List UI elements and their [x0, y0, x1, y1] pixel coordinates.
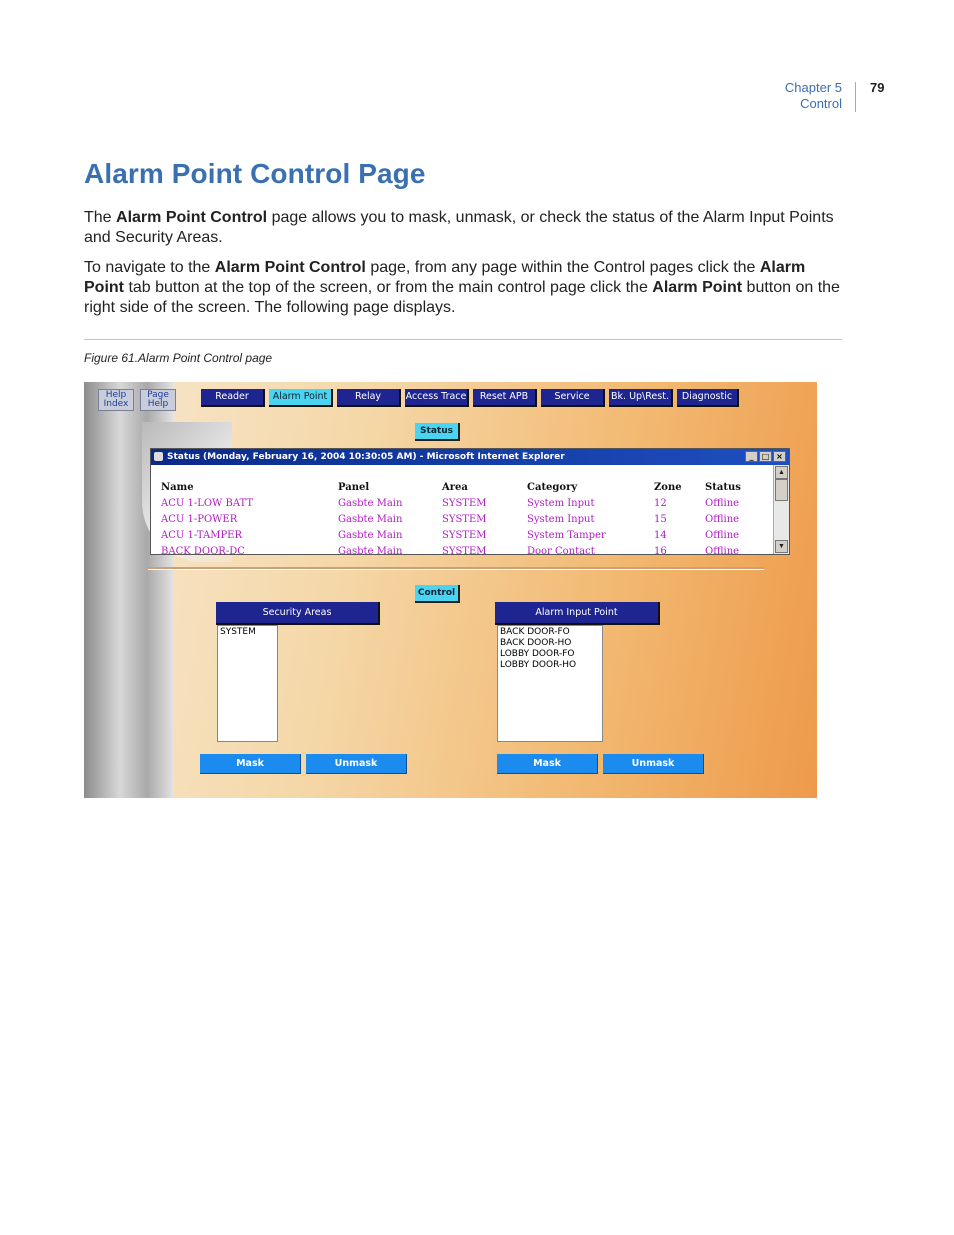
column-header: Area — [442, 481, 468, 493]
page-help-line1: Page — [147, 390, 169, 400]
column-header: Panel — [338, 481, 370, 493]
list-item[interactable]: BACK DOOR-FO — [500, 627, 570, 637]
status-table-header — [161, 479, 755, 495]
scroll-thumb[interactable] — [775, 479, 788, 501]
tab-reader[interactable]: Reader — [201, 389, 265, 407]
table-cell: Gasbte Main — [338, 497, 403, 509]
table-row — [161, 511, 755, 527]
table-cell: Offline — [705, 497, 740, 509]
alarm-mask-button[interactable]: Mask — [497, 754, 598, 774]
intro-paragraph — [84, 208, 844, 248]
table-cell: System Tamper — [527, 529, 606, 541]
tab-reset-apb[interactable]: Reset APB — [473, 389, 537, 407]
table-cell: 15 — [654, 513, 667, 525]
table-cell: Door Contact — [527, 545, 595, 557]
table-cell: Offline — [705, 513, 740, 525]
control-label: Control — [415, 585, 460, 603]
close-icon[interactable]: × — [773, 451, 786, 462]
page-number: 79 — [870, 80, 885, 95]
tab-diagnostic[interactable]: Diagnostic — [677, 389, 739, 407]
scroll-down-icon[interactable]: ▼ — [775, 540, 788, 553]
scroll-up-icon[interactable]: ▲ — [775, 466, 788, 479]
status-window — [150, 448, 790, 555]
page-title: Alarm Point Control Page — [84, 158, 426, 189]
tab-relay[interactable]: Relay — [337, 389, 401, 407]
security-areas-header: Security Areas — [216, 602, 380, 625]
column-header: Name — [161, 481, 194, 493]
navigation-paragraph — [84, 258, 844, 318]
column-header: Status — [705, 481, 741, 493]
table-cell: 12 — [654, 497, 667, 509]
table-cell: SYSTEM — [442, 513, 487, 525]
minimize-icon[interactable]: _ — [745, 451, 758, 462]
text-run: page allows you to mask, unmask, or check the status of the Alarm Input Points and Security Areas. — [84, 209, 834, 246]
status-window-title: Status (Monday, February 16, 2004 10:30:05 AM) - Microsoft Internet Explorer — [167, 452, 565, 462]
text-run: page, from any page within the Control pages click the — [365, 259, 760, 276]
alarm-input-point-header: Alarm Input Point — [495, 602, 660, 625]
text-run: tab button at the top of the screen, or from the main control page click the — [124, 279, 653, 296]
bold-run: Alarm Point Control — [116, 209, 268, 226]
help-index-line2: Index — [103, 399, 129, 409]
help-index-line1: Help — [105, 390, 127, 400]
table-cell: System Input — [527, 513, 595, 525]
running-header — [760, 80, 842, 112]
alarm-input-point-list[interactable] — [497, 625, 603, 742]
tab-service[interactable]: Service — [541, 389, 605, 407]
figure-caption: Figure 61.Alarm Point Control page — [84, 351, 273, 365]
security-areas-list[interactable] — [217, 625, 278, 742]
table-cell: ACU 1-TAMPER — [161, 529, 243, 541]
table-cell: Gasbte Main — [338, 513, 403, 525]
list-item[interactable]: BACK DOOR-HO — [500, 638, 572, 648]
column-header: Zone — [654, 481, 682, 493]
table-cell: System Input — [527, 497, 595, 509]
table-cell: ACU 1-POWER — [161, 513, 238, 525]
help-index-button[interactable] — [98, 389, 134, 411]
tab-backup-restore[interactable]: Bk. Up\Rest. — [609, 389, 673, 407]
table-cell: 16 — [654, 545, 667, 557]
table-cell: SYSTEM — [442, 497, 487, 509]
text-run: button on the right side of the screen. The following page displays. — [84, 279, 840, 316]
chapter-label: Chapter 5 — [784, 80, 842, 95]
table-cell: BACK DOOR-DC — [161, 545, 245, 557]
list-item[interactable]: LOBBY DOOR-FO — [500, 649, 575, 659]
page-help-button[interactable] — [140, 389, 176, 411]
table-row — [161, 527, 755, 543]
text-run: To navigate to the — [84, 259, 215, 276]
table-row — [161, 543, 755, 559]
table-cell: SYSTEM — [442, 545, 487, 557]
table-cell: SYSTEM — [442, 529, 487, 541]
tab-access-trace[interactable]: Access Trace — [405, 389, 469, 407]
text-run: The — [84, 209, 117, 226]
security-mask-button[interactable]: Mask — [200, 754, 301, 774]
section-divider — [84, 339, 842, 340]
column-header: Category — [527, 481, 578, 493]
table-cell: Offline — [705, 529, 740, 541]
bold-run: Alarm Point — [84, 259, 806, 296]
tab-alarm-point[interactable]: Alarm Point — [269, 389, 333, 407]
status-label: Status — [415, 423, 460, 441]
table-cell: Gasbte Main — [338, 545, 403, 557]
separator-line — [148, 567, 764, 570]
header-divider — [855, 82, 856, 112]
maximize-icon[interactable]: □ — [759, 451, 772, 462]
alarm-unmask-button[interactable]: Unmask — [603, 754, 704, 774]
table-row — [161, 495, 755, 511]
bold-run: Alarm Point Control — [214, 259, 366, 276]
ie-icon — [154, 452, 163, 461]
bold-run: Alarm Point — [652, 279, 743, 296]
table-cell: Offline — [705, 545, 740, 557]
status-table — [161, 479, 755, 559]
security-unmask-button[interactable]: Unmask — [306, 754, 407, 774]
list-item[interactable]: LOBBY DOOR-HO — [500, 660, 577, 670]
table-cell: 14 — [654, 529, 667, 541]
table-cell: Gasbte Main — [338, 529, 403, 541]
section-label: Control — [800, 96, 842, 111]
figure-screenshot — [84, 382, 817, 798]
table-cell: ACU 1-LOW BATT — [161, 497, 254, 509]
status-scrollbar[interactable] — [773, 465, 789, 554]
page-help-line2: Help — [147, 399, 169, 409]
list-item[interactable]: SYSTEM — [220, 627, 256, 637]
status-window-titlebar — [151, 449, 789, 465]
